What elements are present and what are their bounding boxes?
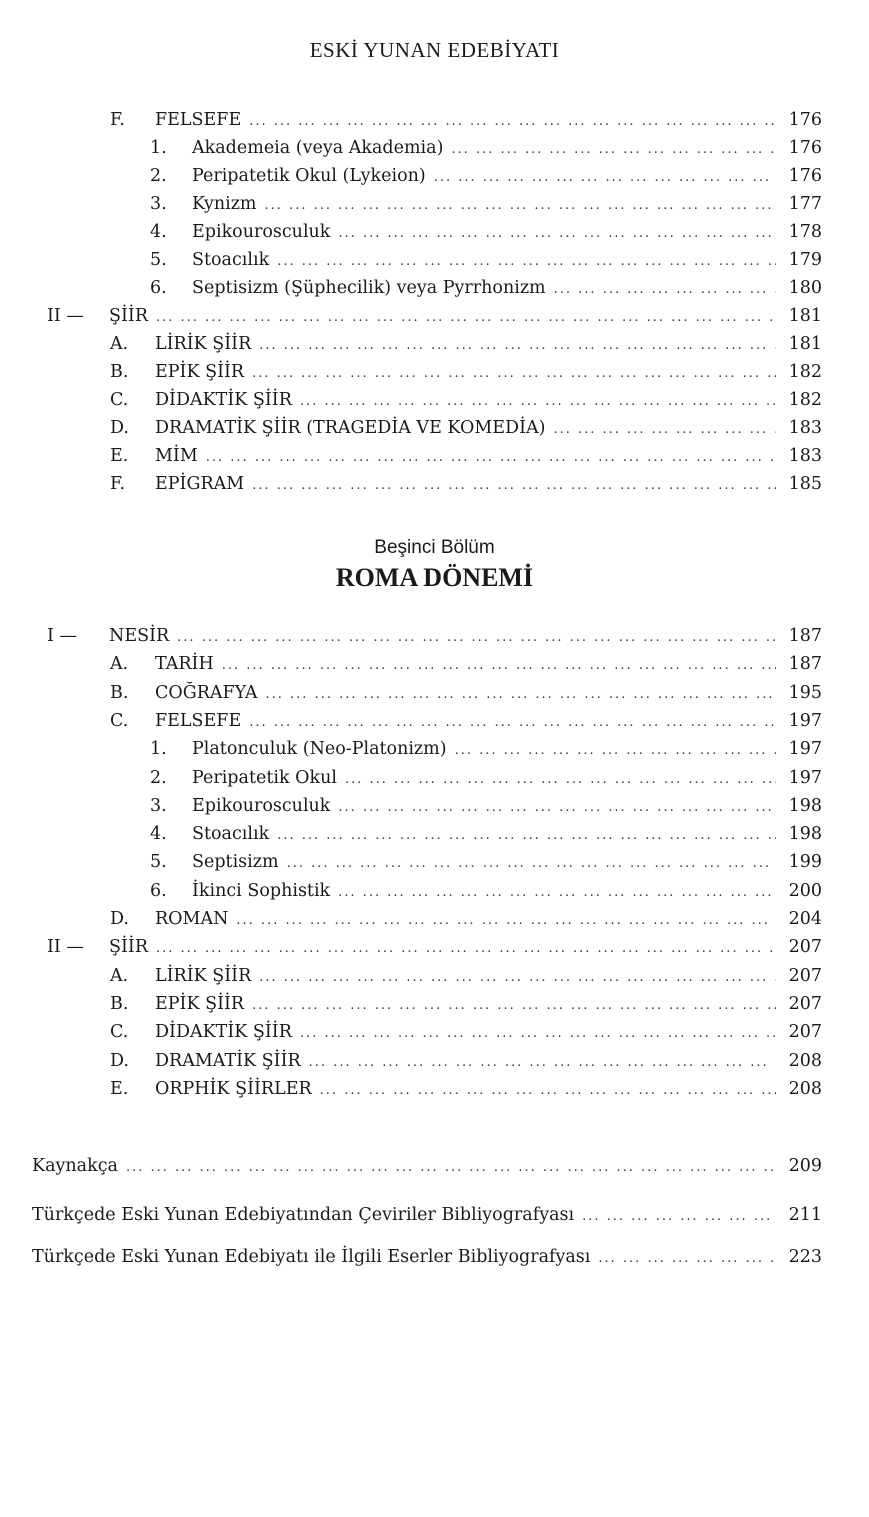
toc-entry-page: 180 bbox=[788, 278, 822, 298]
toc-entry-page: 185 bbox=[788, 474, 822, 494]
toc-entry-number: F. bbox=[110, 110, 125, 130]
dot-leader bbox=[338, 220, 776, 248]
dot-leader bbox=[265, 192, 776, 220]
toc-entry-number: F. bbox=[110, 474, 125, 494]
toc-entry-number: 5. bbox=[150, 250, 167, 270]
toc-entry-number: 3. bbox=[150, 194, 167, 214]
toc-entry-number: II — bbox=[47, 306, 84, 326]
toc-entry-page: 182 bbox=[788, 362, 822, 382]
toc-entry-number: 5. bbox=[150, 852, 167, 873]
toc-entry-title: COĞRAFYA bbox=[155, 682, 258, 703]
toc-entry-number: 2. bbox=[150, 166, 167, 186]
toc-entry-title: ŞİİR bbox=[109, 937, 148, 958]
toc-entry-page: 207 bbox=[788, 937, 822, 958]
toc-entry-page: 207 bbox=[788, 993, 822, 1014]
dot-leader bbox=[553, 416, 776, 444]
toc-entry bbox=[150, 764, 822, 792]
toc-entry bbox=[110, 650, 822, 678]
toc-entry-number: B. bbox=[110, 682, 129, 703]
toc-entry bbox=[150, 877, 822, 905]
dot-leader bbox=[300, 388, 776, 416]
toc-entry-page: 176 bbox=[788, 166, 822, 186]
toc-entry-title: EPİGRAM bbox=[155, 474, 245, 494]
dot-leader bbox=[598, 1245, 776, 1273]
dot-leader bbox=[126, 1154, 776, 1182]
dot-leader bbox=[582, 1203, 776, 1231]
toc-entry-title: Akademeia (veya Akademia) bbox=[192, 138, 444, 158]
back-matter-page: 223 bbox=[788, 1247, 822, 1267]
toc-entry-number: E. bbox=[110, 1078, 129, 1099]
toc-entry-title: ORPHİK ŞİİRLER bbox=[155, 1078, 312, 1099]
toc-entry bbox=[110, 442, 822, 470]
part-subtitle: Beşinci Bölüm bbox=[374, 537, 495, 558]
dot-leader bbox=[249, 108, 776, 136]
toc-entry-page: 207 bbox=[788, 1022, 822, 1043]
dot-leader bbox=[266, 681, 776, 709]
back-matter-title: Kaynakça bbox=[32, 1156, 118, 1176]
toc-entry-title: LİRİK ŞİİR bbox=[155, 965, 252, 986]
toc-entry bbox=[150, 218, 822, 246]
toc-entry-title: Stoacılık bbox=[192, 824, 270, 845]
toc-entry bbox=[110, 1047, 822, 1075]
toc-entry-page: 178 bbox=[788, 222, 822, 242]
toc-entry bbox=[110, 358, 822, 386]
toc-entry-title: MİM bbox=[155, 446, 198, 466]
toc-entry-page: 197 bbox=[788, 767, 822, 788]
toc-entry bbox=[110, 1075, 822, 1103]
back-matter-entry bbox=[32, 1152, 822, 1180]
toc-entry-page: 187 bbox=[788, 654, 822, 675]
toc-entry-page: 179 bbox=[788, 250, 822, 270]
toc-entry-title: Kynizm bbox=[192, 194, 257, 214]
toc-entry bbox=[110, 1018, 822, 1046]
toc-entry-title: DRAMATİK ŞİİR (TRAGEDİA VE KOMEDİA) bbox=[155, 418, 546, 438]
running-head: ESKİ YUNAN EDEBİYATI bbox=[309, 38, 560, 62]
dot-leader bbox=[554, 276, 776, 304]
dot-leader bbox=[249, 709, 776, 737]
toc-entry-page: 208 bbox=[788, 1050, 822, 1071]
dot-leader bbox=[338, 794, 776, 822]
toc-entry-number: B. bbox=[110, 362, 129, 382]
toc-entry-number: A. bbox=[110, 334, 129, 354]
toc-entry-number: C. bbox=[110, 390, 129, 410]
toc-entry-number: B. bbox=[110, 993, 129, 1014]
toc-entry-page: 176 bbox=[788, 138, 822, 158]
toc-entry-page: 207 bbox=[788, 965, 822, 986]
back-matter-entry bbox=[32, 1201, 822, 1229]
toc-entry-page: 177 bbox=[788, 194, 822, 214]
toc-entry-number: D. bbox=[110, 418, 129, 438]
toc-entry-number: C. bbox=[110, 710, 129, 731]
back-matter-title: Türkçede Eski Yunan Edebiyatı ile İlgili Eserler Bibliyografyası bbox=[32, 1247, 591, 1267]
toc-entry-title: FELSEFE bbox=[155, 110, 242, 130]
toc-entry bbox=[150, 792, 822, 820]
toc-entry bbox=[110, 414, 822, 442]
toc-entry-page: 198 bbox=[788, 824, 822, 845]
dot-leader bbox=[156, 935, 776, 963]
dot-leader bbox=[222, 652, 776, 680]
toc-entry bbox=[150, 820, 822, 848]
toc-entry bbox=[110, 990, 822, 1018]
toc-entry-page: 183 bbox=[788, 446, 822, 466]
toc-entry-number: D. bbox=[110, 1050, 129, 1071]
toc-entry-number: II — bbox=[47, 937, 84, 958]
dot-leader bbox=[277, 248, 776, 276]
toc-entry-title: Epikourosculuk bbox=[192, 795, 331, 816]
dot-leader bbox=[338, 879, 776, 907]
toc-entry-number: C. bbox=[110, 1022, 129, 1043]
toc-entry-page: 176 bbox=[788, 110, 822, 130]
toc-entry-page: 199 bbox=[788, 852, 822, 873]
toc-entry-title: TARİH bbox=[155, 654, 214, 675]
toc-entry-title: LİRİK ŞİİR bbox=[155, 334, 252, 354]
toc-entry bbox=[110, 386, 822, 414]
toc-entry-page: 208 bbox=[788, 1078, 822, 1099]
dot-leader bbox=[277, 822, 776, 850]
toc-entry-number: A. bbox=[110, 654, 129, 675]
dot-leader bbox=[451, 136, 776, 164]
toc-entry-title: Septisizm bbox=[192, 852, 279, 873]
toc-entry bbox=[110, 707, 822, 735]
toc-entry bbox=[110, 330, 822, 358]
dot-leader bbox=[206, 444, 776, 472]
toc-entry-number: 1. bbox=[150, 138, 167, 158]
toc-entry-title: DİDAKTİK ŞİİR bbox=[155, 390, 292, 410]
dot-leader bbox=[320, 1077, 776, 1105]
dot-leader bbox=[309, 1049, 776, 1077]
toc-entry-number: D. bbox=[110, 909, 129, 929]
dot-leader bbox=[177, 624, 776, 652]
toc-entry bbox=[150, 246, 822, 274]
toc-entry-page: 198 bbox=[788, 795, 822, 816]
toc-entry-title: Stoacılık bbox=[192, 250, 270, 270]
dot-leader bbox=[156, 304, 776, 332]
toc-entry-number: 2. bbox=[150, 767, 167, 788]
toc-entry bbox=[110, 470, 822, 498]
toc-entry-number: E. bbox=[110, 446, 129, 466]
toc-entry-title: Epikourosculuk bbox=[192, 222, 331, 242]
toc-entry-number: 4. bbox=[150, 824, 167, 845]
toc-entry-title: EPİK ŞİİR bbox=[155, 993, 245, 1014]
toc-entry-page: 187 bbox=[788, 626, 822, 646]
back-matter-page: 211 bbox=[788, 1205, 822, 1225]
dot-leader bbox=[434, 164, 776, 192]
toc-entry bbox=[110, 679, 822, 707]
toc-entry-page: 200 bbox=[788, 880, 822, 901]
dot-leader bbox=[259, 332, 776, 360]
dot-leader bbox=[345, 766, 776, 794]
toc-entry-title: Peripatetik Okul (Lykeion) bbox=[192, 166, 426, 186]
toc-entry bbox=[47, 302, 822, 330]
toc-entry-number: A. bbox=[110, 965, 129, 986]
back-matter-page: 209 bbox=[788, 1156, 822, 1176]
toc-entry-page: 195 bbox=[788, 682, 822, 703]
toc-entry-page: 197 bbox=[788, 739, 822, 760]
toc-entry-title: FELSEFE bbox=[155, 710, 242, 731]
toc-entry bbox=[110, 962, 822, 990]
toc-entry bbox=[150, 162, 822, 190]
toc-entry-page: 182 bbox=[788, 390, 822, 410]
toc-entry bbox=[150, 735, 822, 763]
toc-entry bbox=[150, 190, 822, 218]
dot-leader bbox=[252, 472, 776, 500]
toc-entry-title: DRAMATİK ŞİİR bbox=[155, 1050, 301, 1071]
dot-leader bbox=[252, 992, 776, 1020]
toc-entry-title: İkinci Sophistik bbox=[192, 880, 331, 901]
toc-entry-title: DİDAKTİK ŞİİR bbox=[155, 1022, 292, 1043]
toc-entry-title: Platonculuk (Neo-Platonizm) bbox=[192, 739, 447, 760]
back-matter-entry bbox=[32, 1243, 822, 1271]
toc-entry-number: 4. bbox=[150, 222, 167, 242]
toc-entry-title: Septisizm (Şüphecilik) veya Pyrrhonizm bbox=[192, 278, 546, 298]
toc-entry bbox=[150, 848, 822, 876]
dot-leader bbox=[252, 360, 776, 388]
part-title: ROMA DÖNEMİ bbox=[335, 563, 534, 592]
toc-entry-page: 183 bbox=[788, 418, 822, 438]
toc-entry-title: Peripatetik Okul bbox=[192, 767, 337, 788]
toc-entry bbox=[110, 905, 822, 933]
toc-entry bbox=[47, 933, 822, 961]
toc-entry-page: 181 bbox=[788, 306, 822, 326]
toc-entry bbox=[47, 622, 822, 650]
toc-entry-number: 6. bbox=[150, 278, 167, 298]
toc-entry-number: 6. bbox=[150, 880, 167, 901]
back-matter-title: Türkçede Eski Yunan Edebiyatından Çeviriler Bibliyografyası bbox=[32, 1205, 575, 1225]
toc-entry bbox=[110, 106, 822, 134]
toc-entry-title: NESİR bbox=[109, 626, 170, 646]
toc-entry bbox=[150, 274, 822, 302]
dot-leader bbox=[455, 737, 776, 765]
toc-entry-page: 181 bbox=[788, 334, 822, 354]
toc-entry-number: 3. bbox=[150, 795, 167, 816]
toc-entry-title: ŞİİR bbox=[109, 306, 148, 326]
toc-entry-page: 197 bbox=[788, 710, 822, 731]
toc-entry-page: 204 bbox=[788, 909, 822, 929]
toc-entry-title: ROMAN bbox=[155, 909, 229, 929]
toc-entry-number: I — bbox=[47, 626, 77, 646]
dot-leader bbox=[287, 850, 776, 878]
toc-entry-title: EPİK ŞİİR bbox=[155, 362, 245, 382]
dot-leader bbox=[300, 1020, 776, 1048]
toc-entry-number: 1. bbox=[150, 739, 167, 760]
dot-leader bbox=[236, 907, 776, 935]
toc-entry bbox=[150, 134, 822, 162]
dot-leader bbox=[259, 964, 776, 992]
